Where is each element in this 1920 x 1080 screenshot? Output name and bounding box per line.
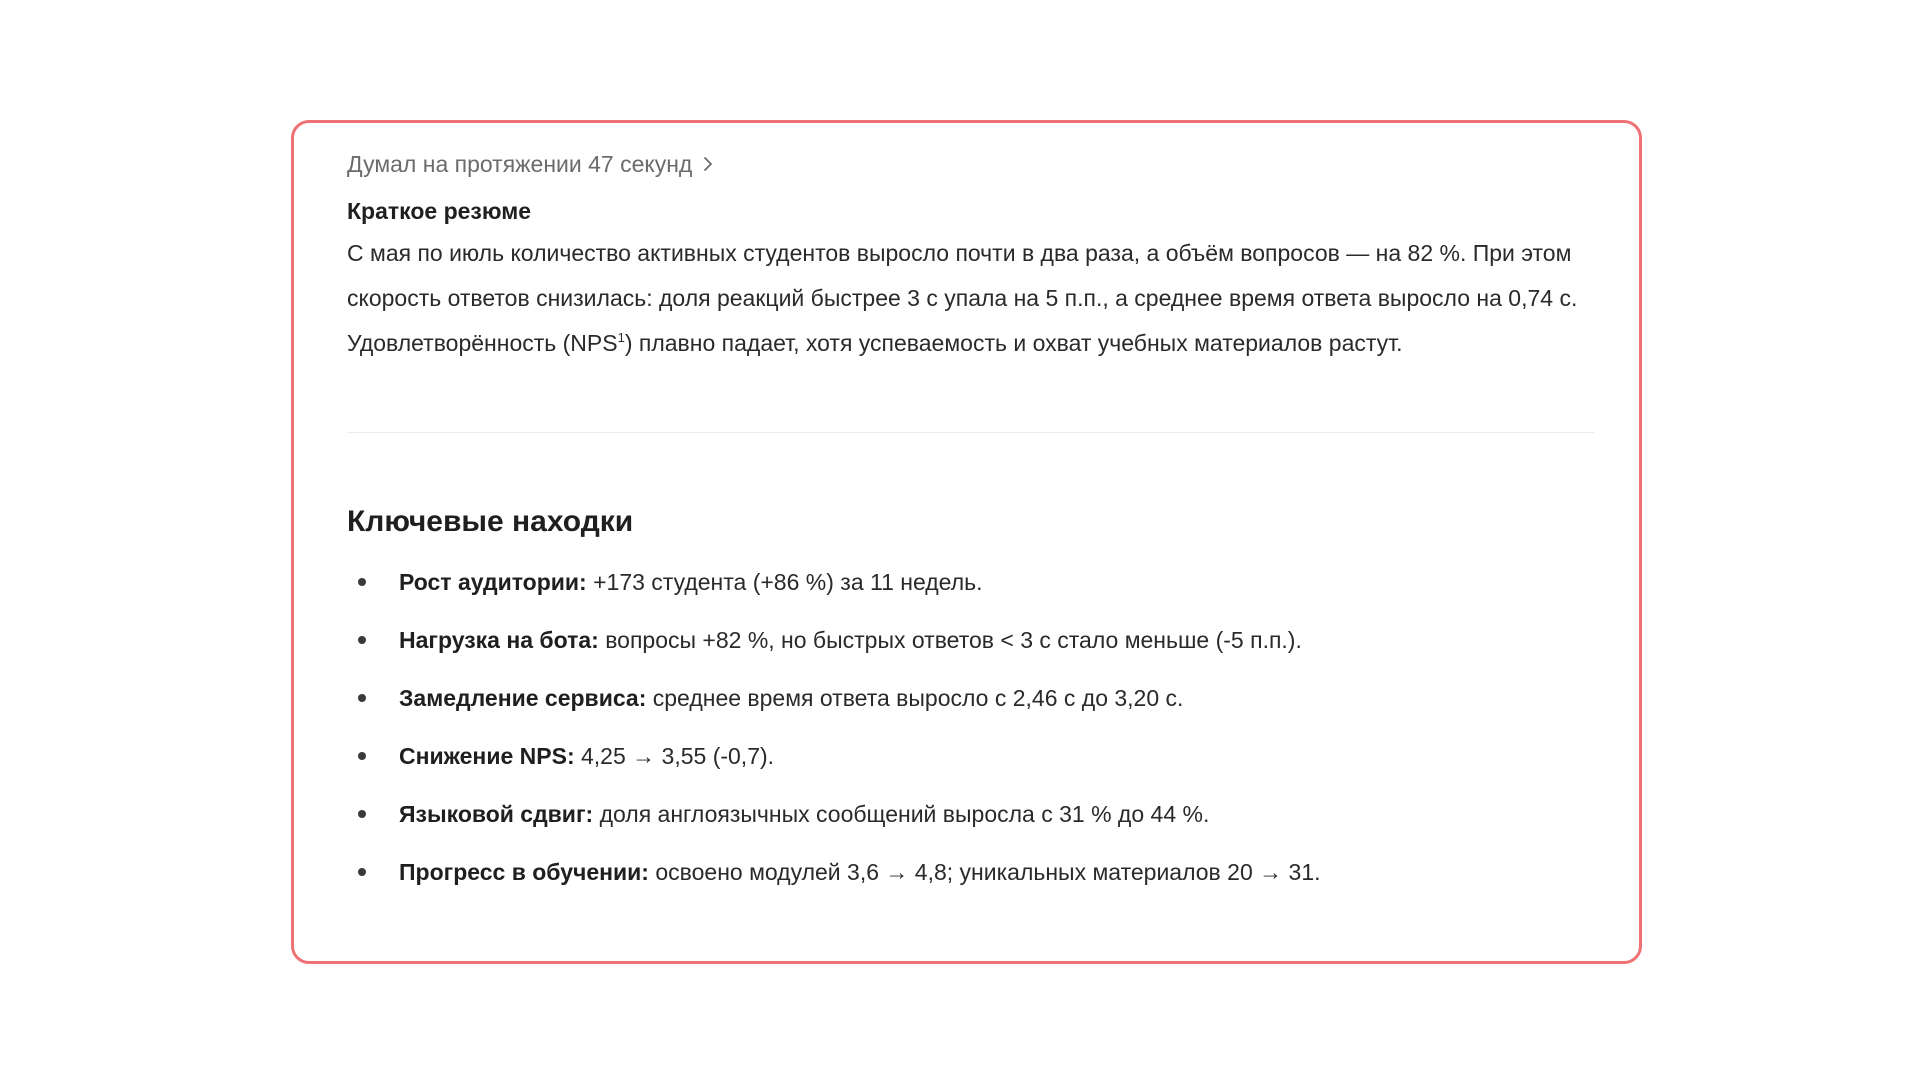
finding-text: доля англоязычных сообщений выросла с 31 % до 44 %. bbox=[593, 801, 1210, 827]
finding-text: вопросы +82 %, но быстрых ответов < 3 с стало меньше (-5 п.п.). bbox=[598, 627, 1302, 653]
findings-list bbox=[347, 562, 1594, 910]
findings-title: Ключевые находки bbox=[347, 505, 634, 538]
list-item bbox=[347, 852, 1594, 910]
bullet-icon bbox=[358, 636, 366, 644]
finding-label: Замедление сервиса: bbox=[399, 685, 647, 711]
bullet-icon bbox=[358, 694, 366, 702]
chevron-right-icon bbox=[700, 156, 716, 172]
bullet-icon bbox=[358, 578, 366, 586]
finding-label: Прогресс в обучении: bbox=[399, 859, 649, 885]
finding-label: Нагрузка на бота: bbox=[399, 627, 599, 653]
finding-label: Языковой сдвиг: bbox=[399, 801, 594, 827]
nps-footnote-link[interactable]: 1 bbox=[617, 330, 625, 345]
list-item bbox=[347, 678, 1594, 736]
thinking-label: Думал на протяжении 47 секунд bbox=[347, 150, 693, 177]
finding-text: освоено модулей 3,6 → 4,8; уникальных материалов 20 → 31. bbox=[648, 859, 1321, 885]
bullet-icon bbox=[358, 810, 366, 818]
bullet-icon bbox=[358, 752, 366, 760]
summary-text-part1: С мая по июль количество активных студентов выросло почти в два раза, а объём вопросов — на 82 %. При этом скорость ответов снизилась: доля реакций быстрее 3 с упала на 5 п.п., а среднее время ответа выросло на 0,74 с. Удовлетворённость (NPS bbox=[347, 240, 1578, 356]
response-content bbox=[347, 146, 1594, 910]
finding-label: Снижение NPS: bbox=[399, 743, 575, 769]
finding-label: Рост аудитории: bbox=[399, 569, 587, 595]
summary-text bbox=[347, 231, 1594, 366]
list-item bbox=[347, 794, 1594, 852]
divider bbox=[347, 432, 1594, 433]
finding-text: среднее время ответа выросло с 2,46 с до 3,20 с. bbox=[646, 685, 1184, 711]
bullet-icon bbox=[358, 868, 366, 876]
list-item bbox=[347, 562, 1594, 620]
summary-text-part2: ) плавно падает, хотя успеваемость и охват учебных материалов растут. bbox=[624, 330, 1403, 356]
list-item bbox=[347, 736, 1594, 794]
list-item bbox=[347, 620, 1594, 678]
summary-title: Краткое резюме bbox=[347, 198, 531, 224]
thinking-toggle[interactable] bbox=[347, 146, 1594, 182]
finding-text: +173 студента (+86 %) за 11 недель. bbox=[586, 569, 983, 595]
response-card bbox=[291, 120, 1642, 964]
finding-text: 4,25 → 3,55 (-0,7). bbox=[574, 743, 775, 769]
